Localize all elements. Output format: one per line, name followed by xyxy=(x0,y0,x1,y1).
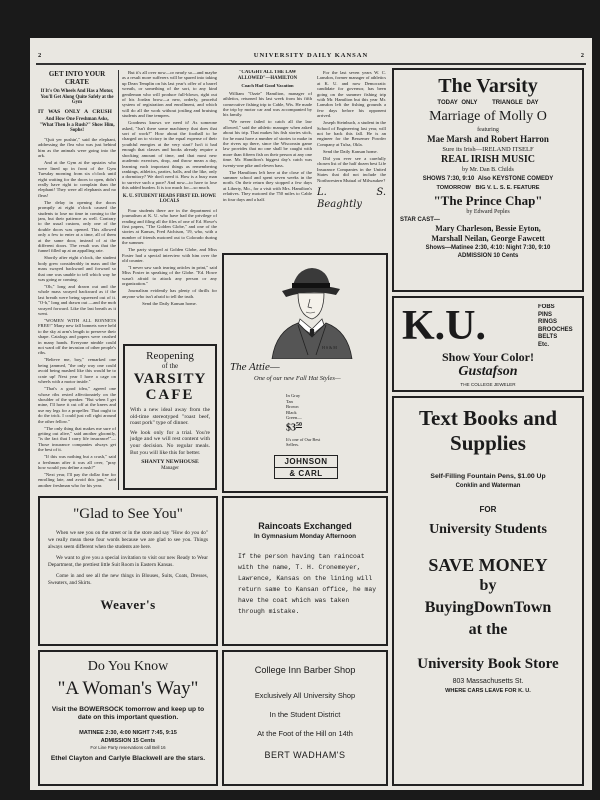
star-cast-label: STAR CAST— xyxy=(400,217,440,223)
weavers-ad xyxy=(38,496,218,646)
textbooks-headline-2: Supplies xyxy=(450,431,526,455)
jewelry-item: Etc. xyxy=(538,341,550,348)
paragraph: "That's a good idea," agreed one whose ribs rested affectionately on the shoulder of the speaker. "But when I get mine, I'll have it cut off at the knees and use my legs for a propeller. That ought to do the trick. I could just roll right around the other fellow." xyxy=(38,386,116,424)
color-item: Black xyxy=(286,409,297,415)
cafe-of-the: of the xyxy=(161,362,179,370)
hat-model-label: H S & M xyxy=(322,345,337,350)
raincoats-body: If the person having tan raincoat with the name, T. H. Cronemeyer, Lawrence, Kansas on the lining will return same to Kansan office, he may have the coat which was taken through mistake. xyxy=(238,553,377,615)
paragraph: The Hamiltons left here at the close of the summer school and spent seven weeks in the north. On their return they stopped a few days at Liberty, Mo., for a visit with Mrs. Hamilton's relatives. They motored the 750 miles to Cable in four days and a half. xyxy=(223,169,312,202)
masthead-title: UNIVERSITY DAILY KANSAN xyxy=(253,52,369,59)
shows-line xyxy=(400,174,576,184)
buying-downtown: BuyingDownTown xyxy=(424,599,552,616)
attie-headline: The Attie— xyxy=(230,361,280,373)
paragraph: For the last seven years W. C. Lansdon, former manager of athletics at K. U. and now Democratic candidate for governor, has been going on the summer fishing trip with Mr. Hamilton but this year Mr. Lansdon left the fishing grounds a few days before his opponent arrived. xyxy=(317,70,386,119)
paragraph: "Believe me, boy," remarked one being jammed, "the only way one could avoid being mashed like this would be to crate up! Next year I have a cage on wheels with a motor inside." xyxy=(38,357,116,385)
feature-stars: Mae Marsh and Robert Harron xyxy=(427,134,549,144)
raincoats-notice xyxy=(222,496,388,646)
cafe-name-line1: VARSITY xyxy=(133,371,207,387)
notice-headline: K. U. STUDENT HEADS FIRST ED. HOWE LOCALS xyxy=(122,193,217,205)
prince-chap-title: "The Prince Chap" xyxy=(433,193,543,208)
color-item: Brown xyxy=(286,404,299,410)
jewelry-item: BROOCHES xyxy=(538,326,573,333)
theater-title: The Varsity xyxy=(438,75,538,97)
show-your-color: Show Your Color! xyxy=(441,350,534,364)
paragraph: "WOMEN WITH ALL BONNETS FREE!" Many new fall bonnets were held to the sky at arm's length to preserve their shape. Catalogs and papers were crushed in many hands. Everyone nimble could not ward off the invasion of other people's ribs. xyxy=(38,318,116,356)
jeweler-name: Gustafson xyxy=(458,364,518,379)
brand-line2: & CARL xyxy=(289,469,323,478)
ku-title: K.U. xyxy=(402,304,486,348)
hamilton-headline: "CAUGHT ALL THE LAW ALLOWED"—HAMILTON xyxy=(237,70,298,81)
today-line xyxy=(400,98,576,108)
raincoats-subhead: In Gymnasium Monday Afternoon xyxy=(253,533,357,540)
showtimes-tomorrow: Shows—Matinee 2:30, 4:10: Night 7:30, 9:10 xyxy=(425,245,551,251)
tomorrow-line xyxy=(400,184,576,193)
bowersock-ad xyxy=(38,650,218,786)
paragraph: Shortly after eight o'clock, the student body grew considerably in mass and the mass swayed backward and forward so that one was unable to tell which way he was going or coming. xyxy=(38,255,116,282)
bowersock-visit: Visit the BOWERSOCK tomorrow and keep up to date on this important question. xyxy=(51,706,205,722)
crate-story xyxy=(38,70,116,490)
paragraph: "Oh," long and drawn out and the whole mass swayed backward as if the last breath were being squeezed out of it. "O-h," long and drawn out —and the mob swayed forward. Like the last breath as it went. xyxy=(38,284,116,317)
university-students: University Students xyxy=(429,522,547,537)
weavers-paragraph: Come in and see all the new things in Blouses, Suits, Coats, Dresses, Sweaters, and Skirts. xyxy=(48,573,208,586)
barber-line-1: Exclusively All University Shop xyxy=(254,691,356,700)
barber-title: College Inn Barber Shop xyxy=(254,665,356,675)
university-book-store-ad xyxy=(392,396,584,786)
varsity-cafe-ad xyxy=(123,344,217,490)
store-address: 803 Massachusetts St. xyxy=(452,678,524,685)
color-item: Green— xyxy=(286,415,302,421)
jewelry-item: PINS xyxy=(538,311,553,318)
barber-shop-ad xyxy=(222,650,388,786)
today-only: TODAY ONLY xyxy=(437,100,478,106)
hamilton-story-continued xyxy=(317,70,386,248)
featuring-label: featuring xyxy=(477,127,499,133)
newspaper-page xyxy=(30,38,592,790)
show-times: SHOWS 7:30, 9:10 xyxy=(422,176,475,182)
attie-colors xyxy=(286,393,326,421)
paragraph: William "Ozzie" Hamilton, manager of athletics, returned his last week from his fifth consecutive fishing trip to Cable, Wis. He made the trip by motor car and was accompanied by his family. xyxy=(223,90,312,118)
paragraph: "The only thing that makes me sure of getting out alive," said another gloomily, "is the fact that I carry life insurance!"—Those insurance companies always get the best of it. xyxy=(38,425,116,453)
cafe-text-2: We look only for a trial. You're judge and we will rest content with your decision. No regular meals. But you will like this for better. xyxy=(130,429,210,456)
attie-note: It's one of Our Best Sellers. xyxy=(286,437,321,448)
paragraph: But it's all over now—or nearly so—and maybe as a result more sufferers will be spared into taking up Dean Templin on his last year's offer of a barrel wreath, or something of the sort, to any kind gentleman who will produce full-blown, right out of his Jordan brow—a new, orderly, peaceful system of registration and enrollment, and which will do all the work without jostling and bruising students and fine tempers. xyxy=(122,70,217,119)
paragraph: Goodness knows we need it! As someone asked, "Isn't there some machinery that does that sort of work?" How about the football to be charged on to victory in the equal expense of their youthful energies at the very start? Isn't it bad enough that classes and books already require a shocking amount of time, and that most new academic exercises, drop, and throw mean a day, learning each important things as remembering rankings, athletics, parties, balls, and the like, only a dormitory? We don't need it. How is a busy man to survive such a pace? And now—to have to lose this added burden. It is too much for—so much. xyxy=(122,120,217,191)
paragraph: And at the Gym at the upstairs who were lined up in front of the Gym Tuesday morning from six o'clock until eight waiting for the doors to open, didn't really have right to complain than the elephant! They were all elephants and no fleas! xyxy=(38,160,116,198)
color-item: Tan xyxy=(286,398,293,404)
attie-price xyxy=(286,422,302,433)
do-you-know: Do You Know xyxy=(87,659,169,674)
textbooks-headline-1: Text Books and xyxy=(418,406,558,430)
jewelry-items xyxy=(538,304,573,350)
crate-subhead: If It's On Wheels And Has a Motor, You'll Get Along Quite Safely at the Gym xyxy=(40,89,114,106)
irish-line: Sure its Irish—IRELAND ITSELF xyxy=(442,146,534,153)
bowersock-stars: Ethel Clayton and Carlyle Blackwell are the stars. xyxy=(50,754,206,762)
pen-brands: Conklin and Waterman xyxy=(455,483,521,489)
cars-note: WHERE CARS LEAVE FOR K. U. xyxy=(445,688,531,694)
hamilton-subhead: Coach Had Good Vacation xyxy=(241,83,294,89)
irish-music: REAL IRISH MUSIC xyxy=(441,154,535,165)
paragraph: Four students there are in the department of journalism at K. U. who have had the privilege of reading and filing all the files of one of Ed. Howe's first papers, "The Golden Globe," and one of the stories at Kansas, Fred Atchison, '19, who, with a number of friends motored out to Colorado during the summer. xyxy=(122,207,217,246)
johnson-carl-logo xyxy=(274,455,338,479)
paragraph: "If this was nothing but a crush," said a freshman after it was all over, "pray how would you define a rush?" xyxy=(38,454,116,470)
cafe-reopening: Reopening xyxy=(146,350,194,362)
weavers-paragraph: When we see you on the street or in the store and say "How do you do" we really mean these four words because we are glad to see you. Things always seem different when the students are here. xyxy=(48,530,208,550)
cafe-owner: SHANTY NEWHOUSE xyxy=(141,459,199,466)
fountain-pens: Self-Filling Fountain Pens, $1.00 Up xyxy=(430,473,546,480)
weavers-name: Weaver's xyxy=(100,597,156,612)
paragraph: "We never failed to catch all the law allowed," said the athletic manager when asked about his trip. That makes his fish stories stick, for he must have a number of stories to make in the rivers up there, since the Wisconsin game law provides that no one shall be caught with more than fifteen fish on their person at any one time. Mr. Hamilton's biggest day's catch was twenty-one pike and eleven bass. xyxy=(223,119,312,168)
womans-way-title: "A Woman's Way" xyxy=(57,678,199,699)
save-money: SAVE MONEY xyxy=(428,555,548,575)
jewelry-item: BELTS xyxy=(538,334,558,341)
cafe-owner-role: Manager xyxy=(161,466,179,472)
for-label: FOR xyxy=(479,505,497,514)
raincoats-headline: Raincoats Exchanged xyxy=(258,521,352,531)
barber-name: BERT WADHAM'S xyxy=(264,750,346,760)
jeweler-subtitle: THE COLLEGE JEWELER xyxy=(460,382,516,387)
varsity-theater-ad xyxy=(392,68,584,292)
barber-line-3: At the Foot of the Hill on 14th xyxy=(257,729,353,738)
column-two-story xyxy=(122,70,217,340)
paragraph: Did you ever see a carefully chosen list of the half dozen best Life Insurance Companies in the United States that did not include the Northwestern Mutual of Milwaukee? xyxy=(317,155,386,183)
barber-line-2: In the Student District xyxy=(269,710,341,719)
price-cents: 50 xyxy=(296,422,302,428)
crush-subhead: And How One Freshman Asks, "What Then Is a Rush?" Show Him, Sophs! xyxy=(39,117,115,134)
jewelry-item: FOBS xyxy=(538,304,555,310)
paragraph: "I never saw such tearing articles in print," said Miss Foster in speaking of the Globe. "Ed. Howe wasn't afraid to attack any person or any organization." xyxy=(122,264,217,287)
jewelry-item: RINGS xyxy=(538,319,558,326)
hat-model-illustration xyxy=(262,259,358,359)
cast-line-1: Mary Charleson, Bessie Eyton, xyxy=(435,224,541,233)
paragraph: Send the Daily Kansan home. xyxy=(323,148,378,154)
crush-line: IT WAS ONLY A CRUSH xyxy=(38,108,112,115)
keystone-comedy: Also KEYSTONE COMEDY xyxy=(477,176,554,182)
tomorrow: TOMORROW xyxy=(436,185,471,191)
by-label: by xyxy=(479,577,497,594)
music-by: by Mr. Dan B. Childs xyxy=(462,167,514,173)
paragraph: Journalism evidently has plenty of thrills for anyone who isn't afraid to tell the truth. xyxy=(122,288,217,299)
paragraph: "Next year, I'll pay the dollar fine for enrolling late, and avoid this jam," said another freshman who for his year. xyxy=(38,471,116,488)
attie-hat-ad xyxy=(222,253,388,493)
send-home-note: Send the Daily Kansan home. xyxy=(142,301,197,306)
prince-chap-author: by Edward Peples xyxy=(466,209,510,215)
cast-line-2: Marshall Neilan, George Fawcett xyxy=(431,234,545,243)
paragraph: The party stopped at Golden Globe, and Miss Foster had a special interview with him over the old counter. xyxy=(122,247,217,263)
cafe-name-line2: CAFE xyxy=(145,387,195,403)
paragraph: Joseph Steinbuch, a student in the School of Engineering last year, will not be back this fall. He is an engineer for the Bessemer Powder Company at Tulsa, Okla. xyxy=(317,120,386,147)
attie-description: One of our new Fall Hat Styles— xyxy=(254,375,341,382)
signature: L. S. Beaghtly xyxy=(317,186,386,210)
page-number-left: 2 xyxy=(38,52,42,59)
paragraph: The delay in opening the doors promptly at eight o'clock caused the students to lose no time in coming to the jam, but their patience as well. Contrary to the usual custom, only one of the double doors was opened. This allowed only a few to enter at a time, all of them at the same door, instead of at the different doors. The result was that the funnel filled up at an appalling rate. xyxy=(38,199,116,254)
weavers-paragraph: We want to give you a special invitation to visit our new Ready to Wear Department, the prettiest little Suit Room in Eastern Kansas. xyxy=(48,555,208,568)
admission: ADMISSION 10 Cents xyxy=(457,253,519,259)
line-party-note: For Line Party reservations call Bell 16 xyxy=(90,744,166,750)
vlse-feature: BIG V. L. S. E. FEATURE xyxy=(475,185,540,191)
color-item: In Gray xyxy=(286,393,301,398)
gustafson-jeweler-ad xyxy=(392,296,584,392)
cafe-text: With a new ideal away from the old-time stereotyped "roast beef, roast pork" type of dinner. xyxy=(130,407,210,427)
bowersock-admission: ADMISSION 15 Cents xyxy=(100,737,156,744)
feature-title: Marriage of Molly O xyxy=(429,109,547,124)
hamilton-story xyxy=(223,70,312,248)
paragraph: "Quit yer pushin'," said the elephant, addressing the flea who was just behind him as the animals were going into the ark. xyxy=(38,137,116,159)
brand-line1: JOHNSON xyxy=(275,456,337,468)
bowersock-times: MATINEE 2:30, 4:00 NIGHT 7:45, 9:15 xyxy=(79,729,177,736)
store-name: University Book Store xyxy=(417,656,559,672)
masthead xyxy=(38,52,584,61)
at-the-label: at the xyxy=(468,621,508,638)
weavers-headline: "Glad to See You" xyxy=(73,506,183,522)
page-number-right: 2 xyxy=(580,52,584,59)
triangle-day: TRIANGLE DAY xyxy=(492,100,539,106)
price-whole: $3 xyxy=(286,422,296,434)
crate-headline: GET INTO YOUR CRATE xyxy=(48,70,106,86)
